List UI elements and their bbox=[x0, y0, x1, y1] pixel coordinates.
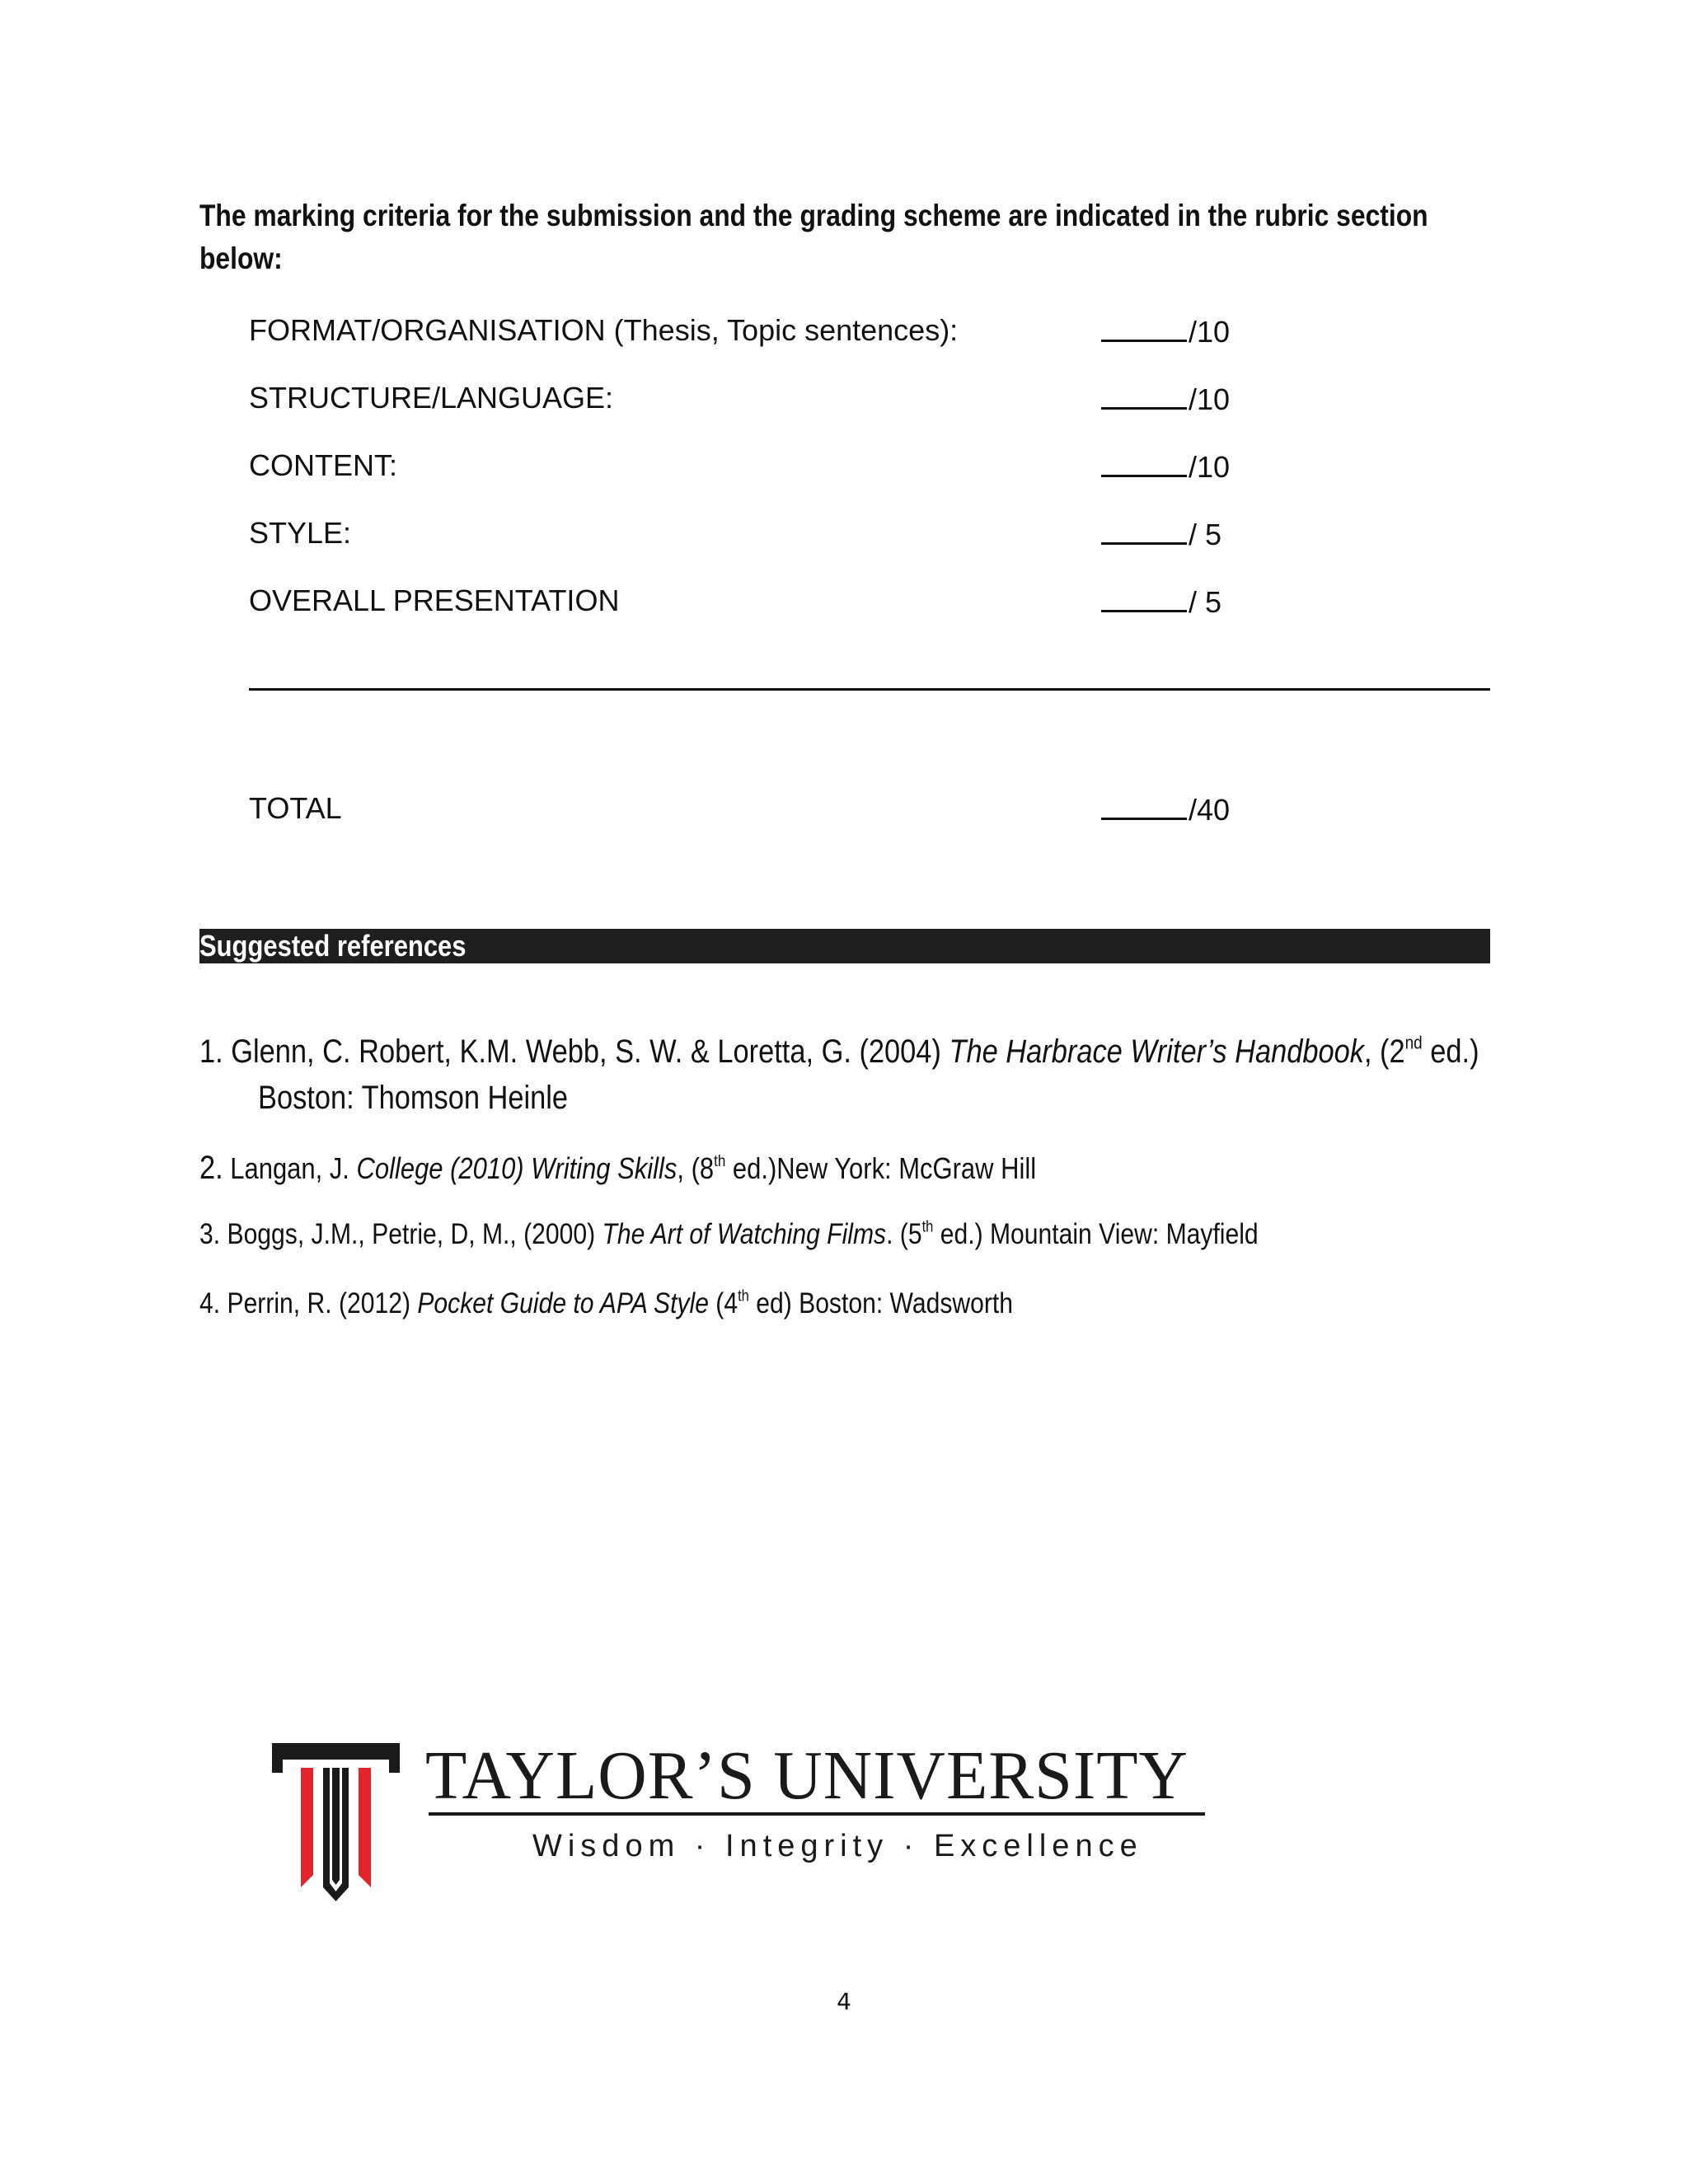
rubric-score bbox=[1101, 580, 1221, 623]
reference-item-1 bbox=[199, 1029, 1479, 1075]
score-max: /10 bbox=[1189, 382, 1231, 416]
score-blank bbox=[1101, 377, 1187, 410]
rubric-row-style bbox=[249, 513, 1485, 554]
score-max: /10 bbox=[1189, 315, 1231, 349]
divider bbox=[249, 688, 1490, 691]
score-blank bbox=[1101, 513, 1187, 545]
reference-title: The Harbrace Writer’s Handbook bbox=[949, 1033, 1364, 1070]
reference-authors: Glenn, C. Robert, K.M. Webb, S. W. & Loretta, G. (2004) bbox=[231, 1033, 941, 1070]
reference-ordinal: th bbox=[738, 1287, 749, 1305]
total-score bbox=[1101, 788, 1230, 831]
reference-authors: Boggs, J.M., Petrie, D, M., (2000) bbox=[227, 1218, 596, 1250]
reference-number: 4. bbox=[199, 1287, 221, 1319]
reference-publisher: ed.) bbox=[1422, 1033, 1479, 1070]
reference-number: 1. bbox=[199, 1033, 223, 1070]
reference-ordinal: th bbox=[714, 1152, 726, 1171]
rubric-score bbox=[1101, 377, 1230, 420]
university-logo bbox=[272, 1735, 1220, 1908]
score-max: /10 bbox=[1189, 450, 1231, 484]
score-max: /40 bbox=[1189, 793, 1231, 827]
reference-edition: , (2 bbox=[1363, 1033, 1405, 1070]
reference-ordinal: nd bbox=[1404, 1032, 1423, 1053]
rubric-row-structure bbox=[249, 377, 1485, 419]
reference-number: 3. bbox=[199, 1218, 221, 1250]
reference-item-1-continued: Boston: Thomson Heinle bbox=[258, 1080, 569, 1116]
rubric-label: STYLE: bbox=[249, 516, 352, 550]
score-blank bbox=[1101, 580, 1187, 612]
rubric-label: OVERALL PRESENTATION bbox=[249, 583, 620, 617]
rubric-label: CONTENT: bbox=[249, 448, 397, 482]
reference-title: College (2010) Writing Skills bbox=[356, 1151, 678, 1185]
score-blank bbox=[1101, 310, 1187, 342]
score-max: / 5 bbox=[1189, 518, 1222, 551]
pillar-emblem-icon bbox=[272, 1735, 400, 1908]
reference-edition: . (5 bbox=[886, 1218, 922, 1250]
rubric-score bbox=[1101, 310, 1230, 353]
reference-publisher: ed.) Mountain View: Mayfield bbox=[933, 1218, 1259, 1250]
rubric-row-overall bbox=[249, 580, 1485, 621]
reference-authors: Langan, J. bbox=[230, 1151, 349, 1185]
rubric-label: FORMAT/ORGANISATION (Thesis, Topic sentences): bbox=[249, 313, 959, 347]
reference-edition: , (8 bbox=[677, 1151, 715, 1185]
reference-number: 2. bbox=[199, 1150, 223, 1186]
marking-criteria-intro: The marking criteria for the submission and the grading scheme are indicated in the rubric section below: bbox=[199, 199, 1428, 275]
reference-ordinal: th bbox=[921, 1218, 934, 1236]
score-blank bbox=[1101, 445, 1187, 477]
reference-publisher: ed.)New York: McGraw Hill bbox=[725, 1151, 1037, 1185]
university-tagline: Wisdom · Integrity · Excellence bbox=[532, 1829, 1143, 1863]
reference-item-3 bbox=[199, 1213, 1259, 1256]
reference-title: Pocket Guide to APA Style bbox=[417, 1287, 709, 1319]
reference-item-2 bbox=[199, 1145, 1036, 1192]
reference-edition: (4 bbox=[708, 1287, 738, 1319]
reference-item-4 bbox=[199, 1282, 1013, 1325]
logo-underline bbox=[429, 1812, 1205, 1816]
reference-title: The Art of Watching Films bbox=[602, 1218, 887, 1250]
rubric-score bbox=[1101, 513, 1221, 555]
rubric-row-total bbox=[249, 788, 1485, 829]
score-blank bbox=[1101, 788, 1187, 820]
rubric-row-content bbox=[249, 445, 1485, 486]
total-label: TOTAL bbox=[249, 791, 342, 825]
references-heading-bar bbox=[199, 929, 1490, 963]
score-max: / 5 bbox=[1189, 585, 1222, 619]
rubric-row-format bbox=[249, 310, 1485, 351]
reference-authors: Perrin, R. (2012) bbox=[227, 1287, 410, 1319]
university-name: TAYLOR’S UNIVERSITY bbox=[425, 1737, 1189, 1814]
page-number: 4 bbox=[837, 1988, 851, 2015]
rubric-label: STRUCTURE/LANGUAGE: bbox=[249, 381, 614, 415]
reference-publisher: ed) Boston: Wadsworth bbox=[748, 1287, 1013, 1319]
rubric-score bbox=[1101, 445, 1230, 488]
references-heading: Suggested references bbox=[199, 929, 467, 963]
